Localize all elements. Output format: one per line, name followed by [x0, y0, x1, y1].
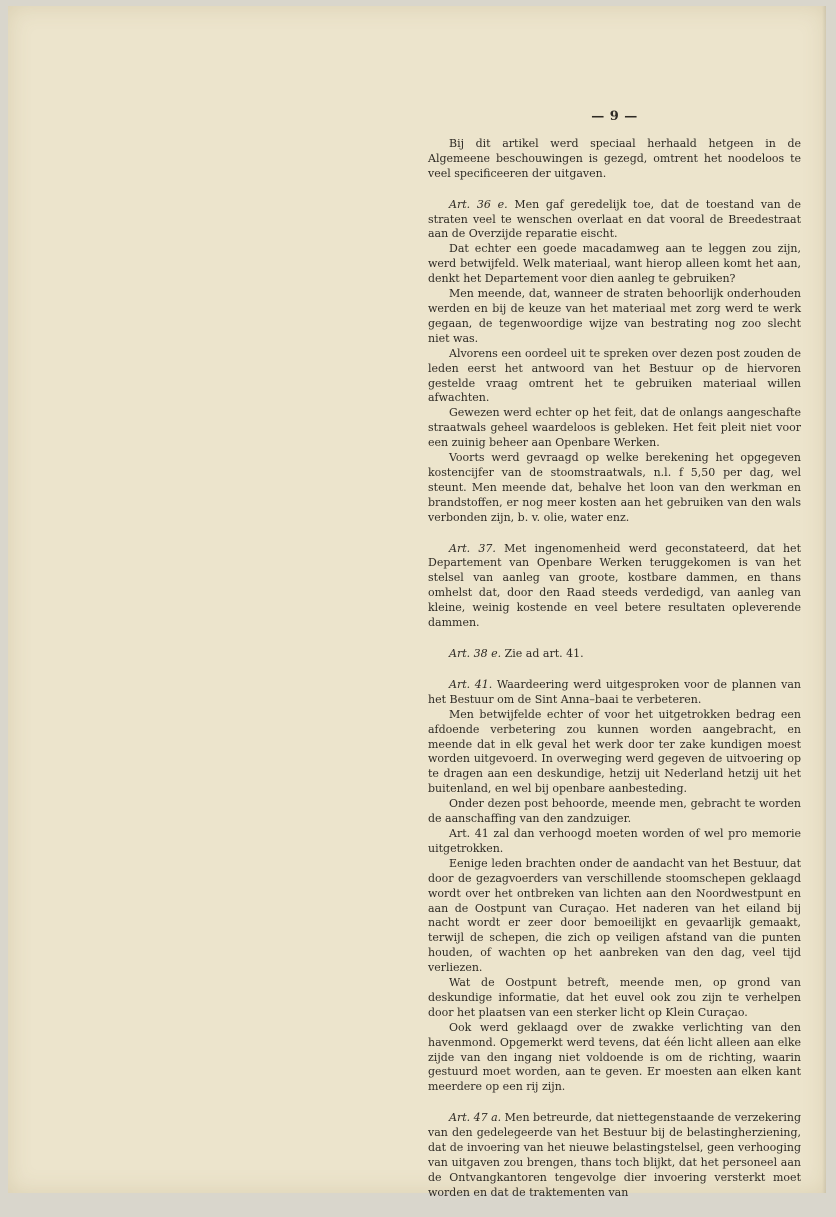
article-reference: Art. 36 e. — [449, 197, 508, 211]
page-number: — 9 — — [591, 109, 638, 124]
paragraph: Eenige leden brachten onder de aandacht van het Bestuur, dat door de gezagvoerders van verschillende stoomschepen geklaagd wordt over het ontbreken van lichten aan den Noordwestpunt en aan de Oostpunt van Curaçao. Het naderen van het eiland bij nacht wordt er zeer door bemoeilijkt en gevaarlijk gemaakt, terwijl de schepen, die zich op veiligen afstand van die punten houden, of wachten op het aanbreken van den dag, veel tijd verliezen. — [428, 856, 801, 975]
paragraph: Voorts werd gevraagd op welke berekening het opgegeven kostencijfer van de stoomstraatwals, n.l. f 5,50 per dag, wel steunt. Men meende dat, behalve het loon van den werkman en brandstoffen, er nog meer kosten aan het gebruiken van den wals verbonden zijn, b. v. olie, water enz. — [428, 451, 801, 524]
text-column — [428, 110, 801, 1217]
paragraph: Men betwijfelde echter of voor het uitgetrokken bedrag een afdoende verbetering zou kunnen worden aangebracht, en meende dat in elk geval het werk door ter zake kundigen moest worden uitgevoerd. In overweging werd gegeven de uitvoering op te dragen aan een deskundige, hetzij uit Nederland hetzij uit het buitenland, en wel bij openbare aanbesteding. — [428, 707, 801, 796]
paragraph: Art. 47 a. Men betreurde, dat niettegenstaande de verzekering van den gedelegeerde van het Bestuur bij de belastingherziening, dat de invoering van het nieuwe belastingstelsel, geen verhooging van uitgaven zou brengen, thans toch blijkt, dat het personeel aan de Ontvangkantoren tengevolge dier invoering versterkt moet worden en dat de traktementen van — [428, 1111, 801, 1199]
document-page — [8, 6, 826, 1199]
article-reference: Art. 47 a. — [449, 1111, 502, 1125]
paragraph: Alvorens een oordeel uit te spreken over dezen post zouden de leden eerst het antwoord van het Bestuur op de hiervoren gestelde vraag omtrent het te gebruiken materiaal willen afwachten. — [428, 346, 801, 405]
paragraph: Men meende, dat, wanneer de straten behoorlijk onderhouden werden en bij de keuze van het materiaal met zorg werd te werk gegaan, de tegenwoordige wijze van bestrating nog zoo slecht niet was. — [428, 287, 801, 345]
section-art-47a — [428, 1111, 801, 1200]
article-reference: Art. 38 e. — [449, 647, 502, 660]
section-art-41 — [428, 678, 801, 1095]
article-reference: Art. 37. — [449, 541, 496, 555]
paragraph: Art. 36 e. Men gaf geredelijk toe, dat de toestand van de straten veel te wenschen overlaat en dat vooral de Breedestraat aan de Overzijde reparatie eischt. — [428, 197, 802, 241]
paragraph: Onder dezen post behoorde, meende men, gebracht te worden de aanschaffing van den zandzuiger. — [428, 797, 801, 826]
paragraph: Art. 38 e. Zie ad art. 41. — [449, 647, 584, 660]
paragraph: Dat echter een goede macadamweg aan te leggen zou zijn, werd betwijfeld. Welk materiaal, want hierop alleen komt het aan, denkt het Departement voor dien aanleg te gebruiken? — [428, 242, 801, 286]
section-art-37 — [428, 542, 801, 631]
paragraph: Art. 41 zal dan verhoogd moeten worden of wel pro memorie uitgetrokken. — [428, 826, 801, 855]
paragraph: Art. 37. Met ingenomenheid werd geconstateerd, dat het Departement van Openbare Werken teruggekomen is van het stelsel van aanleg van groote, kostbare dammen, en thans omhelst dat, door den Raad steeds verdedigd, van aanleg van kleine, weinig kostende en veel betere resultaten opleverende dammen. — [428, 541, 801, 630]
paragraph: Gewezen werd echter op het feit, dat de onlangs aangeschafte straatwals geheel waardeloos is gebleken. Het feit pleit niet voor een zuinig beheer aan Openbare Werken. — [428, 406, 801, 450]
paragraph: Ook werd geklaagd over de zwakke verlichting van den havenmond. Opgemerkt werd tevens, dat één licht alleen aan elke zijde van den ingang niet voldoende is om de richting, waarin gestuurd moet worden, aan te geven. Er moesten aan elken kant meerdere op een rij zijn. — [428, 1020, 801, 1094]
paragraph: Art. 41. Waardeering werd uitgesproken voor de plannen van het Bestuur om de Sint Anna–baai te verbeteren. — [428, 677, 801, 706]
article-reference: Art. 41. — [449, 677, 493, 691]
section-general — [428, 137, 801, 182]
section-art-38e — [428, 647, 801, 662]
section-art-36e — [428, 198, 801, 526]
page-edge-shadow — [822, 6, 826, 1193]
paragraph: Wat de Oostpunt betreft, meende men, op grond van deskundige informatie, dat het euvel ook zou zijn te verhelpen door het plaatsen van een sterker licht op Klein Curaçao. — [428, 976, 801, 1019]
paragraph: Bij dit artikel werd speciaal herhaald hetgeen in de Algemeene beschouwingen is gezegd, omtrent het noodeloos te veel specificeeren der uitgaven. — [428, 136, 801, 180]
